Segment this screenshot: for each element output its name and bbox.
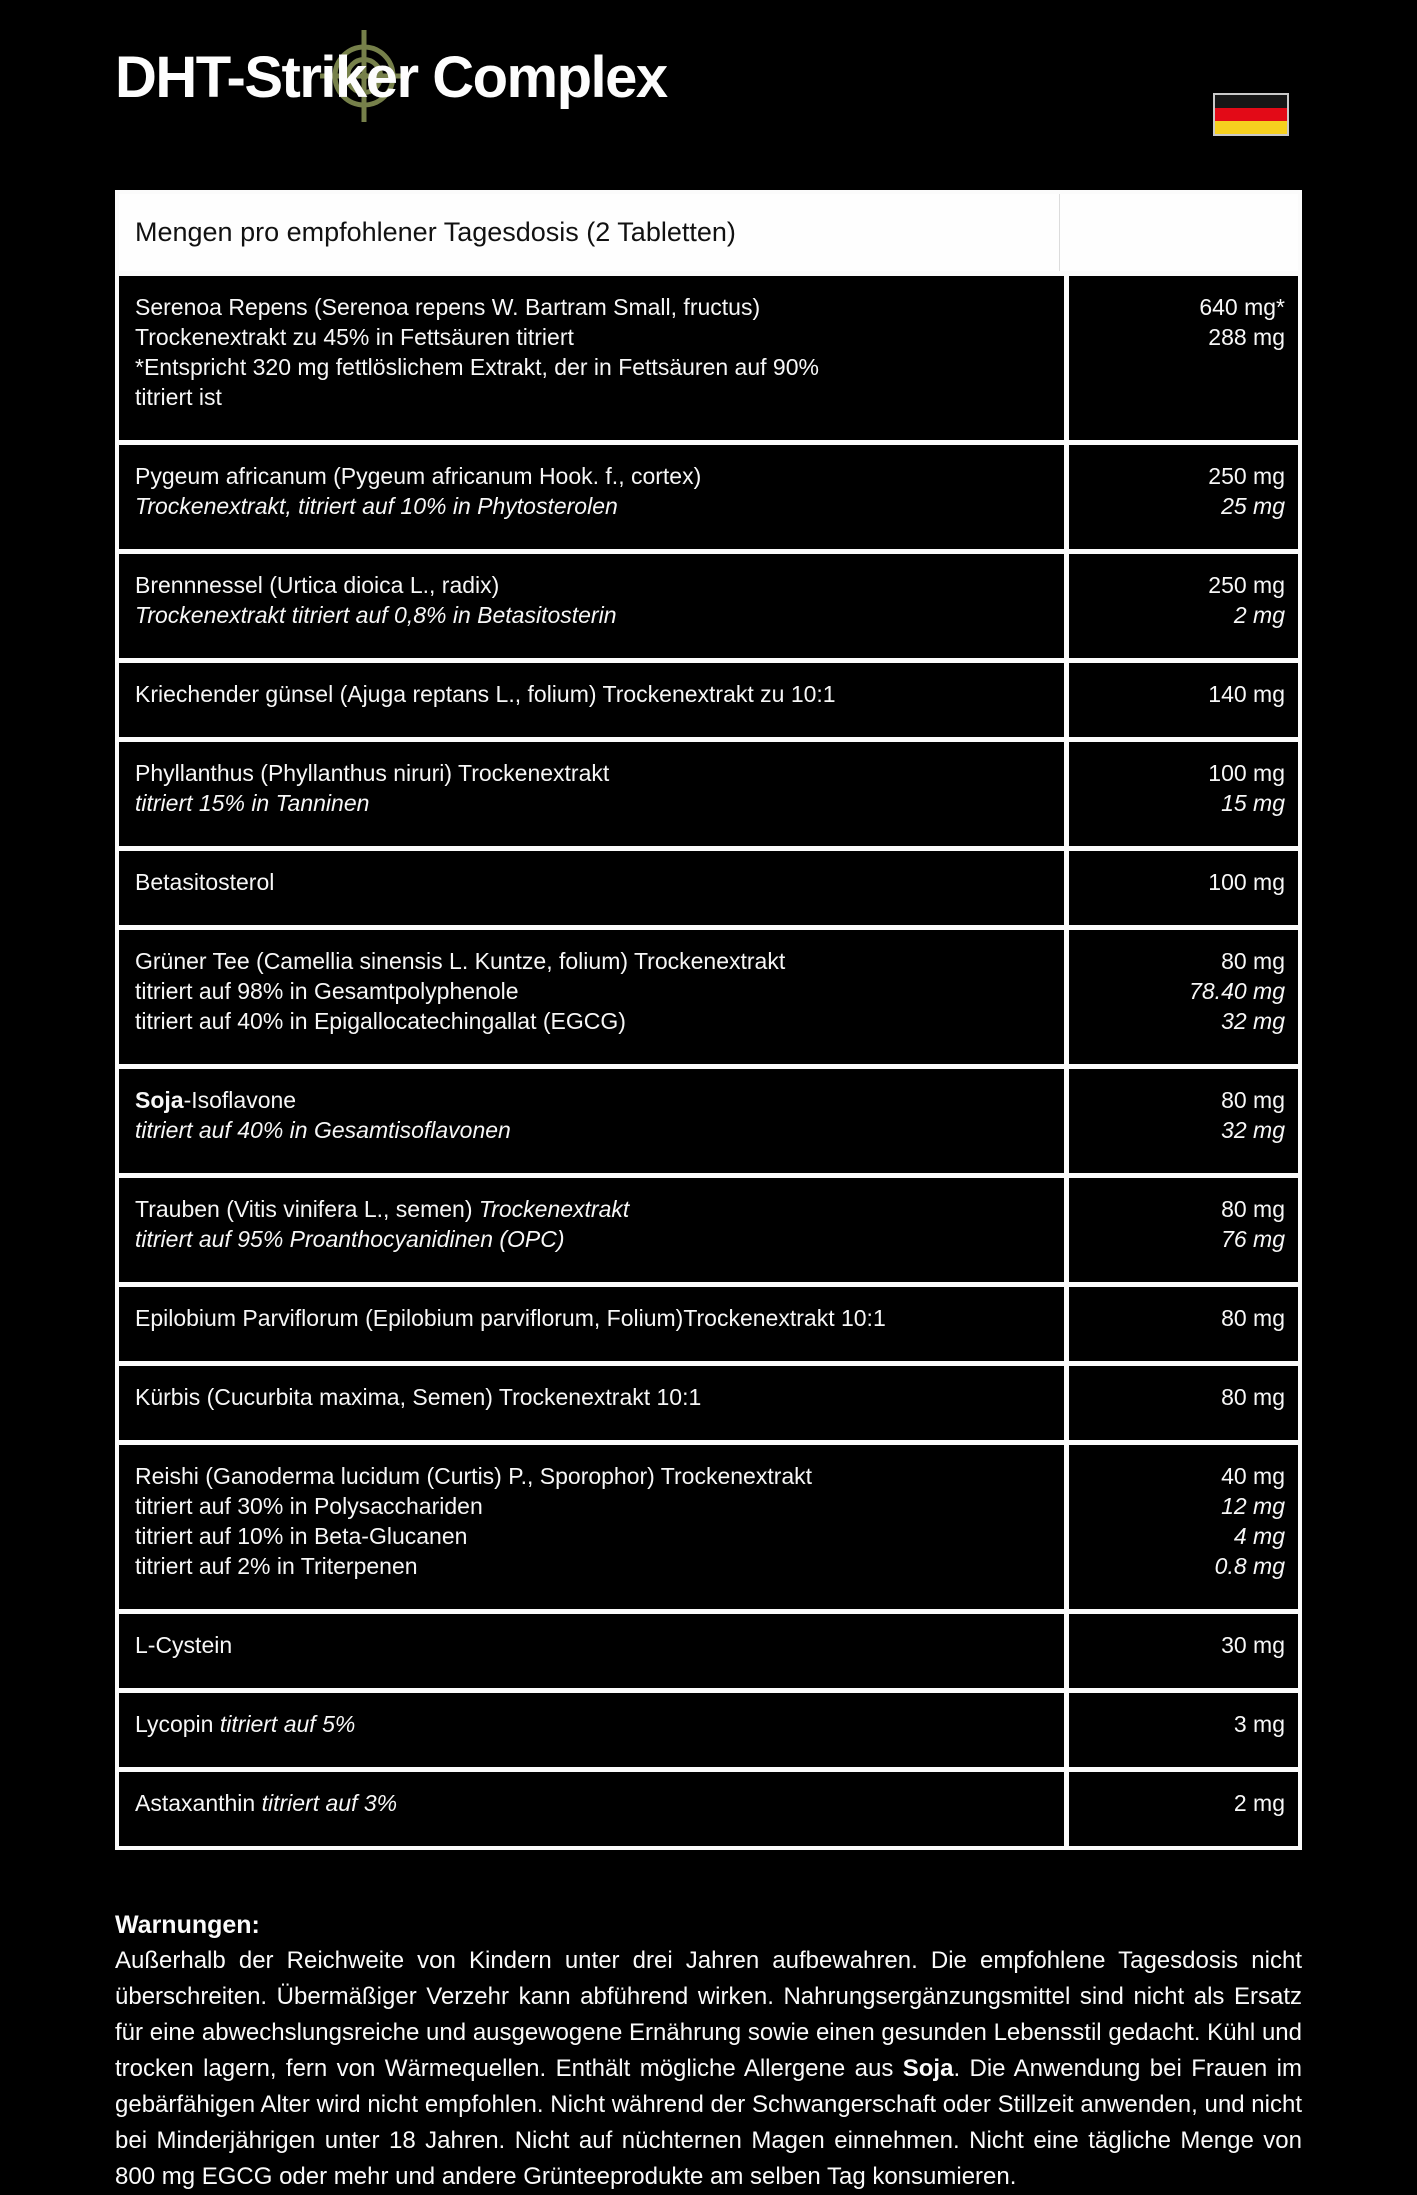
text-segment: Trockenextrakt (478, 1196, 630, 1222)
text-segment: -Isoflavone (183, 1087, 297, 1113)
text-segment: titriert auf 5% (219, 1711, 356, 1737)
text-segment: Lycopin (135, 1711, 220, 1737)
ingredient-amount-line: 25 mg (1221, 493, 1285, 519)
table-row (119, 851, 1298, 925)
ingredient-amount-line: 3 mg (1233, 1711, 1285, 1737)
ingredient-amount-line: 0.8 mg (1214, 1553, 1285, 1579)
ingredient-name-line (135, 491, 1048, 521)
ingredient-name-line (135, 1709, 1048, 1739)
text-segment: titriert auf 40% in Epigallocatechingallat (EGCG) (135, 1008, 626, 1034)
ingredient-amount-cell (1069, 1287, 1298, 1361)
ingredient-amount-line: 32 mg (1221, 1008, 1285, 1034)
ingredient-amount-line: 4 mg (1233, 1523, 1285, 1549)
ingredient-name-line (135, 292, 1048, 322)
ingredient-name-cell (119, 1614, 1064, 1688)
ingredient-amount-cell (1069, 1614, 1298, 1688)
ingredient-name-cell (119, 1445, 1064, 1609)
ingredient-name-line (135, 788, 1048, 818)
ingredient-name-line (135, 570, 1048, 600)
ingredient-name-line (135, 1006, 1048, 1036)
text-segment: titriert auf 95% Proanthocyanidinen (OPC) (135, 1226, 565, 1252)
product-title: DHT-Striker Complex (115, 45, 667, 110)
text-segment: Soja (902, 2055, 954, 2082)
ingredient-amount-line: 80 mg (1221, 1087, 1285, 1113)
ingredient-name-line (135, 600, 1048, 630)
table-row (119, 1287, 1298, 1361)
text-segment: Soja (135, 1087, 184, 1113)
flag-stripe-black (1215, 95, 1287, 108)
ingredient-name-line (135, 1382, 1048, 1412)
ingredient-name-line (135, 867, 1048, 897)
supplement-facts-table (115, 190, 1302, 1850)
table-header-row (119, 194, 1298, 271)
text-segment: Reishi (Ganoderma lucidum (Curtis) P., Sporophor) Trockenextrakt (135, 1463, 813, 1489)
ingredient-name-cell (119, 1772, 1064, 1846)
text-segment: titriert auf 98% in Gesamtpolyphenole (135, 978, 519, 1004)
ingredient-name-line (135, 1551, 1048, 1581)
ingredient-name-line (135, 1521, 1048, 1551)
text-segment: titriert auf 3% (261, 1790, 398, 1816)
ingredient-name-line (135, 946, 1048, 976)
text-segment: titriert auf 2% in Triterpenen (135, 1553, 418, 1579)
table-row (119, 1614, 1298, 1688)
ingredient-name-line (135, 1303, 1048, 1333)
ingredient-amount-cell (1069, 1178, 1298, 1282)
text-segment: Astaxanthin (135, 1790, 262, 1816)
table-row (119, 1772, 1298, 1846)
ingredient-name-cell (119, 742, 1064, 846)
ingredient-name-cell (119, 1287, 1064, 1361)
ingredient-name-line (135, 1085, 1048, 1115)
ingredient-name-cell (119, 554, 1064, 658)
text-segment: Epilobium Parviflorum (Epilobium parviflorum, Folium)Trockenextrakt 10:1 (135, 1305, 886, 1331)
warnings-heading: Warnungen: (115, 1911, 260, 1939)
ingredient-name-line (135, 679, 1048, 709)
ingredient-amount-cell (1069, 851, 1298, 925)
ingredient-amount-line: 30 mg (1221, 1632, 1285, 1658)
ingredient-name-cell (119, 930, 1064, 1064)
ingredient-name-cell (119, 1178, 1064, 1282)
table-row (119, 554, 1298, 658)
ingredient-amount-line: 2 mg (1233, 602, 1285, 628)
ingredient-amount-cell (1069, 930, 1298, 1064)
ingredient-name-line (135, 382, 1048, 412)
text-segment: Trockenextrakt, titriert auf 10% in Phytosterolen (135, 493, 618, 519)
ingredient-name-line (135, 1461, 1048, 1491)
table-row (119, 930, 1298, 1064)
ingredient-amount-line: 80 mg (1221, 1384, 1285, 1410)
flag-stripe-red (1215, 108, 1287, 121)
ingredient-name-line (135, 1788, 1048, 1818)
ingredient-name-cell (119, 1069, 1064, 1173)
text-segment: titriert 15% in Tanninen (135, 790, 370, 816)
ingredient-amount-cell (1069, 1366, 1298, 1440)
text-segment: titriert ist (135, 384, 222, 410)
text-segment: Kürbis (Cucurbita maxima, Semen) Trockenextrakt 10:1 (135, 1384, 702, 1410)
ingredient-amount-line: 80 mg (1221, 948, 1285, 974)
ingredient-amount-cell (1069, 276, 1298, 440)
ingredient-amount-line: 40 mg (1221, 1463, 1285, 1489)
text-segment: Serenoa Repens (Serenoa repens W. Bartram Small, fructus) (135, 294, 761, 320)
ingredient-name-line (135, 1115, 1048, 1145)
text-segment: Trockenextrakt zu 45% in Fettsäuren titriert (135, 324, 574, 350)
ingredient-amount-line: 78.40 mg (1189, 978, 1285, 1004)
ingredient-amount-line: 100 mg (1208, 869, 1285, 895)
ingredient-amount-line: 32 mg (1221, 1117, 1285, 1143)
table-row (119, 276, 1298, 440)
table-row (119, 1445, 1298, 1609)
ingredient-amount-cell (1069, 1445, 1298, 1609)
ingredient-amount-line: 100 mg (1208, 760, 1285, 786)
ingredient-amount-line: 76 mg (1221, 1226, 1285, 1252)
ingredient-name-line (135, 322, 1048, 352)
table-row (119, 1069, 1298, 1173)
text-segment: titriert auf 40% in Gesamtisoflavonen (135, 1117, 511, 1143)
text-segment: . Die Anwendung bei Frauen im gebärfähigen Alter wird nicht empfohlen. Nicht während der Schwangerschaft oder Stillzeit anwenden, und nicht bei Minderjährigen unter 18 Jahren. Nicht auf nüchternen Magen einnehmen. Nicht eine tägliche Menge von 800 mg EGCG oder mehr und andere Grünteeprodukte am selben Tag konsumieren. (115, 2055, 1302, 2190)
ingredient-name-cell (119, 1366, 1064, 1440)
ingredient-amount-cell (1069, 1693, 1298, 1767)
germany-flag-icon (1213, 93, 1289, 136)
text-segment: Außerhalb der Reichweite von Kindern unter drei Jahren aufbewahren. Die empfohlene Tagesdosis nicht überschreiten. Übermäßiger Verzehr kann abführend wirken. Nahrungsergänzungsmittel sind nicht als Ersatz für eine abwechslungsreiche und ausgewogene Ernährung sowie einen gesunden Lebensstil gedacht. Kühl und trocken lagern, fern von Wärmequellen. Enthält mögliche Allergene aus (115, 1947, 1302, 2082)
ingredient-name-cell (119, 663, 1064, 737)
ingredient-amount-line: 288 mg (1208, 324, 1285, 350)
table-row (119, 1693, 1298, 1767)
ingredient-amount-cell (1069, 554, 1298, 658)
text-segment: Pygeum africanum (Pygeum africanum Hook. f., cortex) (135, 463, 702, 489)
ingredient-amount-line: 15 mg (1221, 790, 1285, 816)
table-row (119, 1178, 1298, 1282)
ingredient-amount-line: 80 mg (1221, 1305, 1285, 1331)
ingredient-name-cell (119, 851, 1064, 925)
ingredient-amount-line: 140 mg (1208, 681, 1285, 707)
ingredient-amount-line: 80 mg (1221, 1196, 1285, 1222)
warnings-text (115, 1943, 1302, 2195)
ingredient-amount-cell (1069, 1069, 1298, 1173)
ingredient-amount-cell (1069, 742, 1298, 846)
flag-stripe-gold (1215, 121, 1287, 134)
ingredient-amount-cell (1069, 445, 1298, 549)
ingredient-amount-cell (1069, 663, 1298, 737)
ingredient-amount-line: 2 mg (1233, 1790, 1285, 1816)
text-segment: Brennnessel (Urtica dioica L., radix) (135, 572, 500, 598)
ingredient-name-line (135, 461, 1048, 491)
table-row (119, 1366, 1298, 1440)
text-segment: Phyllanthus (Phyllanthus niruri) Trockenextrakt (135, 760, 610, 786)
brand-header (0, 0, 1417, 190)
ingredient-amount-cell (1069, 1772, 1298, 1846)
ingredient-name-cell (119, 1693, 1064, 1767)
ingredient-amount-line: 12 mg (1221, 1493, 1285, 1519)
ingredient-amount-line: 640 mg* (1199, 294, 1285, 320)
ingredient-amount-line: 250 mg (1208, 572, 1285, 598)
ingredient-name-line (135, 1630, 1048, 1660)
header-column-divider (1059, 194, 1060, 271)
table-header-label: Mengen pro empfohlener Tagesdosis (2 Tabletten) (135, 217, 736, 247)
text-segment: Trauben (Vitis vinifera L., semen) (135, 1196, 479, 1222)
ingredient-name-line (135, 758, 1048, 788)
ingredient-name-cell (119, 276, 1064, 440)
text-segment: Betasitosterol (135, 869, 275, 895)
table-row (119, 445, 1298, 549)
warnings-section (115, 1907, 1302, 2195)
text-segment: L-Cystein (135, 1632, 233, 1658)
ingredient-name-line (135, 976, 1048, 1006)
ingredient-name-line (135, 1491, 1048, 1521)
table-row (119, 663, 1298, 737)
ingredient-name-line (135, 1224, 1048, 1254)
ingredient-name-line (135, 352, 1048, 382)
text-segment: Kriechender günsel (Ajuga reptans L., folium) Trockenextrakt zu 10:1 (135, 681, 836, 707)
text-segment: Grüner Tee (Camellia sinensis L. Kuntze, folium) Trockenextrakt (135, 948, 786, 974)
text-segment: *Entspricht 320 mg fettlöslichem Extrakt, der in Fettsäuren auf 90% (135, 354, 819, 380)
text-segment: titriert auf 10% in Beta-Glucanen (135, 1523, 468, 1549)
text-segment: Trockenextrakt titriert auf 0,8% in Betasitosterin (135, 602, 617, 628)
text-segment: titriert auf 30% in Polysacchariden (135, 1493, 483, 1519)
table-row (119, 742, 1298, 846)
ingredient-name-line (135, 1194, 1048, 1224)
ingredient-name-cell (119, 445, 1064, 549)
ingredient-amount-line: 250 mg (1208, 463, 1285, 489)
